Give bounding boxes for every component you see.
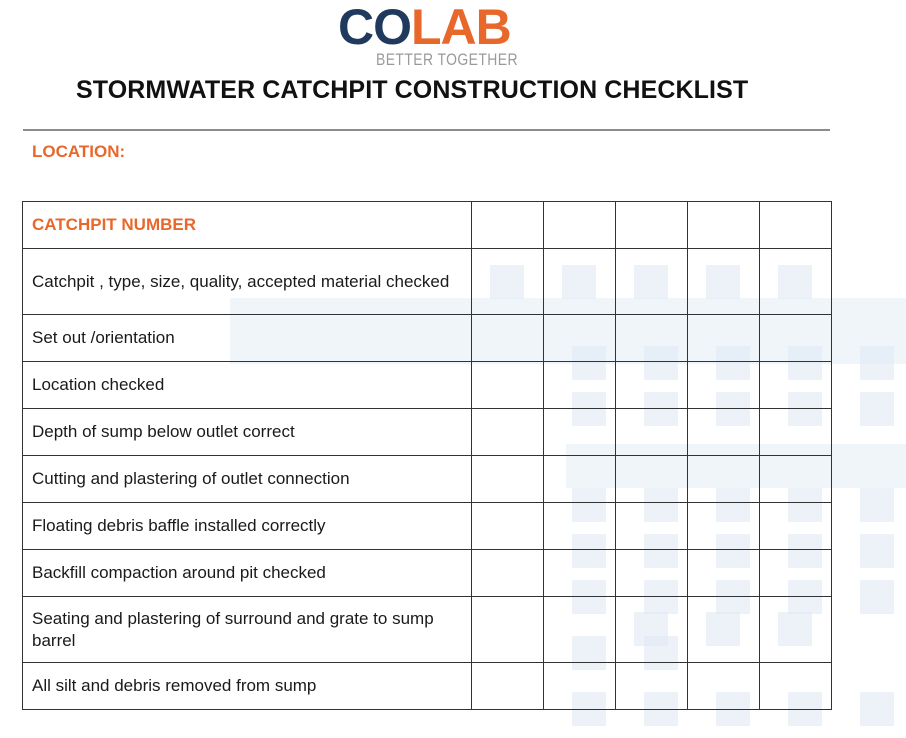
check-item-label: Floating debris baffle installed correctly bbox=[23, 503, 472, 550]
check-cell[interactable] bbox=[688, 409, 760, 456]
table-row bbox=[23, 362, 832, 409]
check-cell[interactable] bbox=[616, 456, 688, 503]
check-cell[interactable] bbox=[616, 315, 688, 362]
catchpit-number-cell-1[interactable] bbox=[472, 202, 544, 249]
check-cell[interactable] bbox=[544, 315, 616, 362]
check-cell[interactable] bbox=[472, 456, 544, 503]
catchpit-number-cell-5[interactable] bbox=[760, 202, 832, 249]
check-cell[interactable] bbox=[544, 249, 616, 315]
catchpit-number-cell-2[interactable] bbox=[544, 202, 616, 249]
check-cell[interactable] bbox=[760, 663, 832, 710]
check-cell[interactable] bbox=[472, 663, 544, 710]
check-cell[interactable] bbox=[760, 456, 832, 503]
check-cell[interactable] bbox=[688, 456, 760, 503]
check-cell[interactable] bbox=[688, 315, 760, 362]
location-label: LOCATION: bbox=[32, 142, 126, 161]
check-cell[interactable] bbox=[544, 362, 616, 409]
check-cell[interactable] bbox=[472, 550, 544, 597]
table-row bbox=[23, 663, 832, 710]
check-item-label: Cutting and plastering of outlet connection bbox=[23, 456, 472, 503]
check-cell[interactable] bbox=[544, 597, 616, 663]
check-item-label: Depth of sump below outlet correct bbox=[23, 409, 472, 456]
check-cell[interactable] bbox=[760, 597, 832, 663]
check-cell[interactable] bbox=[688, 362, 760, 409]
colab-logo bbox=[338, 0, 518, 70]
checklist-table bbox=[22, 201, 832, 710]
check-cell[interactable] bbox=[544, 456, 616, 503]
check-cell[interactable] bbox=[544, 503, 616, 550]
table-row bbox=[23, 409, 832, 456]
check-item-label: Seating and plastering of surround and grate to sump barrel bbox=[23, 597, 472, 663]
logo-co: CO bbox=[338, 0, 411, 55]
check-cell[interactable] bbox=[616, 597, 688, 663]
check-item-label: Location checked bbox=[23, 362, 472, 409]
check-cell[interactable] bbox=[616, 503, 688, 550]
check-item-label: Set out /orientation bbox=[23, 315, 472, 362]
check-item-label: Backfill compaction around pit checked bbox=[23, 550, 472, 597]
logo-tagline: BETTER TOGETHER bbox=[376, 50, 518, 69]
check-item-label: Catchpit , type, size, quality, accepted material checked bbox=[23, 249, 472, 315]
check-cell[interactable] bbox=[688, 597, 760, 663]
check-cell[interactable] bbox=[760, 550, 832, 597]
check-cell[interactable] bbox=[616, 663, 688, 710]
catchpit-number-label: CATCHPIT NUMBER bbox=[23, 202, 472, 249]
table-row bbox=[23, 249, 832, 315]
check-cell[interactable] bbox=[472, 315, 544, 362]
table-row bbox=[23, 550, 832, 597]
check-cell[interactable] bbox=[472, 503, 544, 550]
check-cell[interactable] bbox=[472, 362, 544, 409]
check-cell[interactable] bbox=[760, 409, 832, 456]
table-row bbox=[23, 503, 832, 550]
check-cell[interactable] bbox=[760, 503, 832, 550]
check-cell[interactable] bbox=[688, 249, 760, 315]
check-cell[interactable] bbox=[616, 362, 688, 409]
title-divider bbox=[23, 129, 830, 131]
check-cell[interactable] bbox=[688, 663, 760, 710]
check-cell[interactable] bbox=[544, 550, 616, 597]
check-cell[interactable] bbox=[616, 249, 688, 315]
check-cell[interactable] bbox=[544, 409, 616, 456]
check-cell[interactable] bbox=[472, 597, 544, 663]
page-title: STORMWATER CATCHPIT CONSTRUCTION CHECKLIST bbox=[76, 76, 749, 104]
check-cell[interactable] bbox=[616, 550, 688, 597]
check-item-label: All silt and debris removed from sump bbox=[23, 663, 472, 710]
check-cell[interactable] bbox=[544, 663, 616, 710]
check-cell[interactable] bbox=[760, 249, 832, 315]
table-row bbox=[23, 456, 832, 503]
logo-lab: LAB bbox=[411, 0, 511, 55]
logo-wordmark bbox=[338, 0, 511, 54]
check-cell[interactable] bbox=[472, 409, 544, 456]
check-cell[interactable] bbox=[472, 249, 544, 315]
check-cell[interactable] bbox=[616, 409, 688, 456]
table-header-row bbox=[23, 202, 832, 249]
check-cell[interactable] bbox=[760, 362, 832, 409]
table-row bbox=[23, 315, 832, 362]
check-cell[interactable] bbox=[688, 550, 760, 597]
table-row bbox=[23, 597, 832, 663]
check-cell[interactable] bbox=[688, 503, 760, 550]
check-cell[interactable] bbox=[760, 315, 832, 362]
catchpit-number-cell-3[interactable] bbox=[616, 202, 688, 249]
catchpit-number-cell-4[interactable] bbox=[688, 202, 760, 249]
